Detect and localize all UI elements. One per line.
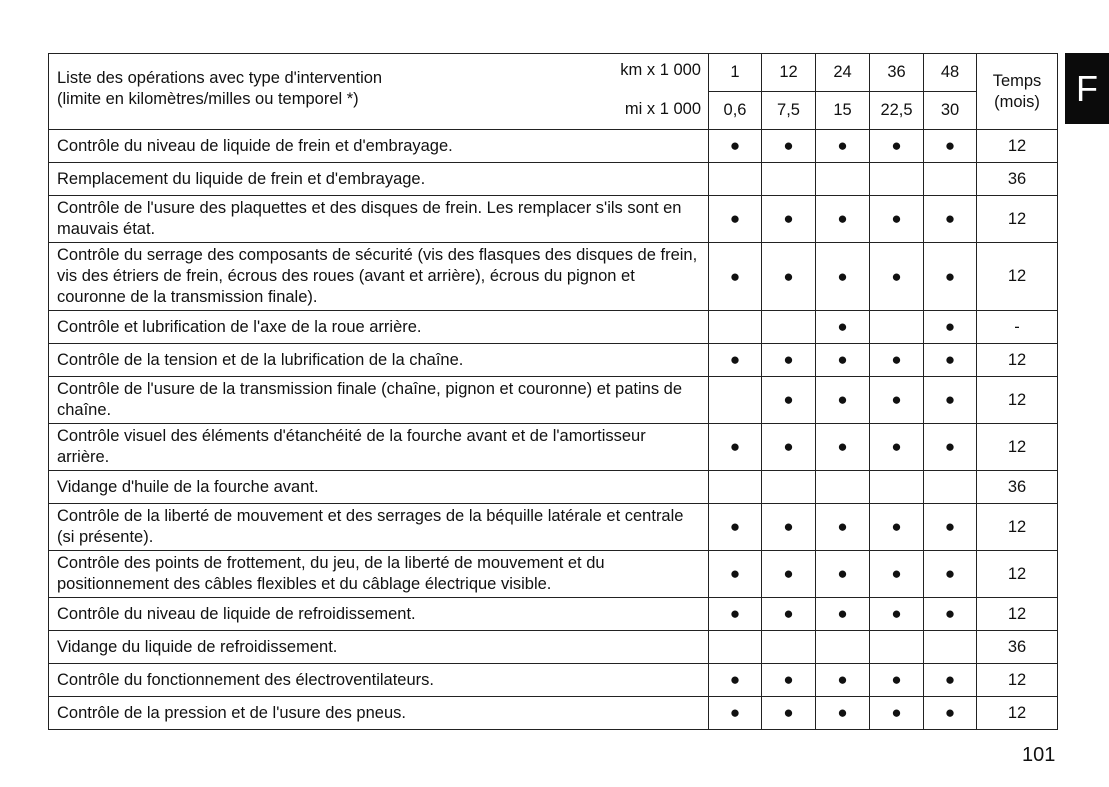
- table-row: [49, 697, 1058, 730]
- interval-mark-cell: [762, 598, 816, 631]
- bullet-mark: ●: [837, 390, 848, 409]
- km-value: 12: [762, 54, 816, 92]
- interval-mark-cell: [709, 471, 762, 504]
- bullet-mark: ●: [891, 670, 902, 689]
- table-row: [49, 377, 1058, 424]
- bullet-mark: ●: [783, 670, 794, 689]
- interval-mark-cell: [709, 504, 762, 551]
- bullet-mark: ●: [891, 266, 902, 286]
- bullet-mark: ●: [944, 703, 956, 722]
- bullet-mark: ●: [783, 517, 794, 536]
- interval-mark-cell: [870, 344, 924, 377]
- table-row: [49, 243, 1058, 311]
- bullet-mark: ●: [837, 703, 848, 722]
- interval-mark-cell: [924, 163, 977, 196]
- interval-mark-cell: [709, 344, 762, 377]
- interval-mark-cell: [870, 504, 924, 551]
- operation-description: Contrôle de l'usure des plaquettes et des disques de frein. Les remplacer s'ils sont en mauvais état.: [49, 196, 709, 243]
- km-value: 36: [870, 54, 924, 92]
- interval-mark-cell: [709, 598, 762, 631]
- interval-mark-cell: [924, 311, 977, 344]
- interval-mark-cell: [870, 631, 924, 664]
- interval-mark-cell: [762, 664, 816, 697]
- table-row: [49, 504, 1058, 551]
- bullet-mark: ●: [783, 703, 794, 722]
- interval-mark-cell: [924, 377, 977, 424]
- operation-description: Contrôle et lubrification de l'axe de la roue arrière.: [49, 311, 709, 344]
- table-row: [49, 631, 1058, 664]
- bullet-mark: ●: [891, 136, 902, 155]
- interval-mark-cell: [709, 130, 762, 163]
- interval-mark-cell: [709, 163, 762, 196]
- time-months: 12: [977, 664, 1058, 697]
- interval-mark-cell: [870, 377, 924, 424]
- bullet-mark: ●: [891, 517, 902, 536]
- interval-mark-cell: [709, 311, 762, 344]
- temps-header-line1: Temps: [992, 71, 1042, 90]
- bullet-mark: ●: [729, 136, 741, 155]
- bullet-mark: ●: [837, 209, 848, 228]
- interval-mark-cell: [924, 424, 977, 471]
- time-months: 12: [977, 344, 1058, 377]
- operation-description: Contrôle du niveau de liquide de frein et d'embrayage.: [49, 130, 709, 163]
- interval-mark-cell: [924, 598, 977, 631]
- table-row: [49, 163, 1058, 196]
- bullet-mark: ●: [837, 604, 848, 623]
- operations-header: [57, 68, 382, 110]
- interval-mark-cell: [709, 664, 762, 697]
- interval-mark-cell: [762, 344, 816, 377]
- table-row: [49, 130, 1058, 163]
- interval-mark-cell: [709, 424, 762, 471]
- bullet-mark: ●: [944, 350, 956, 369]
- interval-mark-cell: [924, 471, 977, 504]
- time-months: 12: [977, 697, 1058, 730]
- temps-header-line2: (mois): [994, 92, 1040, 111]
- km-value: 1: [709, 54, 762, 92]
- interval-mark-cell: [816, 377, 870, 424]
- bullet-mark: ●: [944, 604, 956, 623]
- mi-value: 30: [924, 92, 977, 130]
- operation-description: Contrôle du serrage des composants de sécurité (vis des flasques des disques de frein, vis des étriers de frein, écrous des roues (avant et arrière), écrous du pignon et couronne de la transmission finale).: [49, 243, 709, 311]
- interval-mark-cell: [762, 504, 816, 551]
- interval-mark-cell: [870, 311, 924, 344]
- bullet-mark: ●: [944, 266, 956, 286]
- interval-mark-cell: [762, 311, 816, 344]
- interval-mark-cell: [924, 130, 977, 163]
- interval-mark-cell: [816, 344, 870, 377]
- interval-mark-cell: [816, 504, 870, 551]
- interval-mark-cell: [924, 344, 977, 377]
- table-row: [49, 598, 1058, 631]
- time-months: 36: [977, 163, 1058, 196]
- operation-description: Contrôle de la tension et de la lubrification de la chaîne.: [49, 344, 709, 377]
- operation-description: Contrôle de l'usure de la transmission finale (chaîne, pignon et couronne) et patins de chaîne.: [49, 377, 709, 424]
- bullet-mark: ●: [891, 437, 902, 456]
- interval-mark-cell: [709, 631, 762, 664]
- temps-header: [977, 54, 1058, 130]
- operation-description: Contrôle de la pression et de l'usure des pneus.: [49, 697, 709, 730]
- interval-mark-cell: [816, 163, 870, 196]
- mi-value: 7,5: [762, 92, 816, 130]
- operations-header-cell: [49, 54, 709, 130]
- interval-mark-cell: [762, 196, 816, 243]
- time-months: 12: [977, 551, 1058, 598]
- interval-mark-cell: [762, 697, 816, 730]
- bullet-mark: ●: [729, 670, 741, 689]
- page-number: 101: [1022, 744, 1056, 766]
- operation-description: Contrôle des points de frottement, du jeu, de la liberté de mouvement et du positionnement des câbles flexibles et du câblage électrique visible.: [49, 551, 709, 598]
- interval-mark-cell: [762, 130, 816, 163]
- bullet-mark: ●: [783, 390, 794, 409]
- mi-unit-label: mi x 1 000: [624, 100, 701, 118]
- bullet-mark: ●: [944, 670, 956, 689]
- bullet-mark: ●: [837, 670, 848, 689]
- interval-mark-cell: [870, 196, 924, 243]
- interval-mark-cell: [709, 697, 762, 730]
- interval-mark-cell: [709, 196, 762, 243]
- time-months: 12: [977, 598, 1058, 631]
- table-row: [49, 196, 1058, 243]
- interval-mark-cell: [816, 697, 870, 730]
- bullet-mark: ●: [729, 266, 741, 286]
- bullet-mark: ●: [729, 437, 741, 456]
- km-unit-label: km x 1 000: [620, 61, 701, 79]
- header-row-km: [49, 54, 1058, 92]
- bullet-mark: ●: [944, 564, 956, 583]
- table-row: [49, 664, 1058, 697]
- time-months: 36: [977, 471, 1058, 504]
- interval-mark-cell: [870, 551, 924, 598]
- operation-description: Contrôle visuel des éléments d'étanchéité de la fourche avant et de l'amortisseur arrière.: [49, 424, 709, 471]
- operation-description: Contrôle du fonctionnement des électroventilateurs.: [49, 664, 709, 697]
- interval-mark-cell: [870, 598, 924, 631]
- bullet-mark: ●: [837, 136, 848, 155]
- bullet-mark: ●: [944, 136, 956, 155]
- time-months: 12: [977, 243, 1058, 311]
- interval-mark-cell: [870, 664, 924, 697]
- interval-mark-cell: [924, 697, 977, 730]
- bullet-mark: ●: [837, 564, 848, 583]
- bullet-mark: ●: [837, 317, 848, 336]
- operation-description: Vidange d'huile de la fourche avant.: [49, 471, 709, 504]
- bullet-mark: ●: [944, 437, 956, 456]
- interval-mark-cell: [816, 196, 870, 243]
- interval-mark-cell: [816, 631, 870, 664]
- bullet-mark: ●: [944, 517, 956, 536]
- time-months: 12: [977, 424, 1058, 471]
- bullet-mark: ●: [837, 266, 848, 286]
- bullet-mark: ●: [783, 604, 794, 623]
- time-months: 36: [977, 631, 1058, 664]
- time-months: -: [977, 311, 1058, 344]
- maintenance-table: [48, 53, 1058, 730]
- bullet-mark: ●: [837, 517, 848, 536]
- interval-mark-cell: [924, 504, 977, 551]
- time-months: 12: [977, 130, 1058, 163]
- interval-mark-cell: [762, 163, 816, 196]
- interval-mark-cell: [816, 311, 870, 344]
- bullet-mark: ●: [729, 604, 741, 623]
- table-row: [49, 344, 1058, 377]
- interval-mark-cell: [709, 377, 762, 424]
- interval-mark-cell: [762, 243, 816, 311]
- bullet-mark: ●: [891, 390, 902, 409]
- interval-mark-cell: [762, 471, 816, 504]
- bullet-mark: ●: [783, 209, 794, 228]
- bullet-mark: ●: [729, 350, 741, 369]
- interval-mark-cell: [924, 631, 977, 664]
- interval-mark-cell: [924, 196, 977, 243]
- interval-mark-cell: [870, 163, 924, 196]
- table-row: [49, 471, 1058, 504]
- interval-mark-cell: [816, 664, 870, 697]
- interval-mark-cell: [709, 243, 762, 311]
- table-row: [49, 551, 1058, 598]
- mi-value: 22,5: [870, 92, 924, 130]
- table-row: [49, 311, 1058, 344]
- interval-mark-cell: [762, 377, 816, 424]
- interval-mark-cell: [870, 424, 924, 471]
- mi-value: 15: [816, 92, 870, 130]
- operation-description: Remplacement du liquide de frein et d'embrayage.: [49, 163, 709, 196]
- operation-description: Contrôle du niveau de liquide de refroidissement.: [49, 598, 709, 631]
- operation-description: Vidange du liquide de refroidissement.: [49, 631, 709, 664]
- interval-mark-cell: [816, 424, 870, 471]
- bullet-mark: ●: [837, 437, 848, 456]
- mi-value: 0,6: [709, 92, 762, 130]
- interval-mark-cell: [816, 243, 870, 311]
- interval-mark-cell: [762, 424, 816, 471]
- bullet-mark: ●: [891, 350, 902, 369]
- bullet-mark: ●: [891, 209, 902, 228]
- bullet-mark: ●: [729, 209, 741, 228]
- bullet-mark: ●: [729, 517, 741, 536]
- time-months: 12: [977, 377, 1058, 424]
- section-tab: F: [1065, 53, 1109, 124]
- interval-mark-cell: [762, 551, 816, 598]
- km-value: 48: [924, 54, 977, 92]
- bullet-mark: ●: [783, 266, 794, 286]
- bullet-mark: ●: [944, 317, 956, 336]
- bullet-mark: ●: [729, 564, 741, 583]
- operations-header-line2: (limite en kilomètres/milles ou temporel *): [57, 90, 359, 108]
- interval-mark-cell: [924, 243, 977, 311]
- bullet-mark: ●: [837, 350, 848, 369]
- interval-mark-cell: [762, 631, 816, 664]
- interval-mark-cell: [924, 551, 977, 598]
- operations-header-line1: Liste des opérations avec type d'intervention: [57, 69, 383, 87]
- bullet-mark: ●: [783, 437, 794, 456]
- bullet-mark: ●: [729, 703, 741, 722]
- operation-description: Contrôle de la liberté de mouvement et des serrages de la béquille latérale et centrale (si présente).: [49, 504, 709, 551]
- interval-mark-cell: [870, 130, 924, 163]
- km-value: 24: [816, 54, 870, 92]
- bullet-mark: ●: [783, 136, 794, 155]
- interval-mark-cell: [816, 471, 870, 504]
- bullet-mark: ●: [944, 209, 956, 228]
- interval-mark-cell: [870, 471, 924, 504]
- bullet-mark: ●: [783, 350, 794, 369]
- bullet-mark: ●: [891, 604, 902, 623]
- table-row: [49, 424, 1058, 471]
- interval-mark-cell: [816, 598, 870, 631]
- bullet-mark: ●: [783, 564, 794, 583]
- time-months: 12: [977, 196, 1058, 243]
- interval-mark-cell: [709, 551, 762, 598]
- interval-mark-cell: [870, 697, 924, 730]
- time-months: 12: [977, 504, 1058, 551]
- bullet-mark: ●: [944, 390, 956, 409]
- interval-mark-cell: [870, 243, 924, 311]
- interval-mark-cell: [924, 664, 977, 697]
- interval-mark-cell: [816, 551, 870, 598]
- interval-mark-cell: [816, 130, 870, 163]
- bullet-mark: ●: [891, 703, 902, 722]
- bullet-mark: ●: [891, 564, 902, 583]
